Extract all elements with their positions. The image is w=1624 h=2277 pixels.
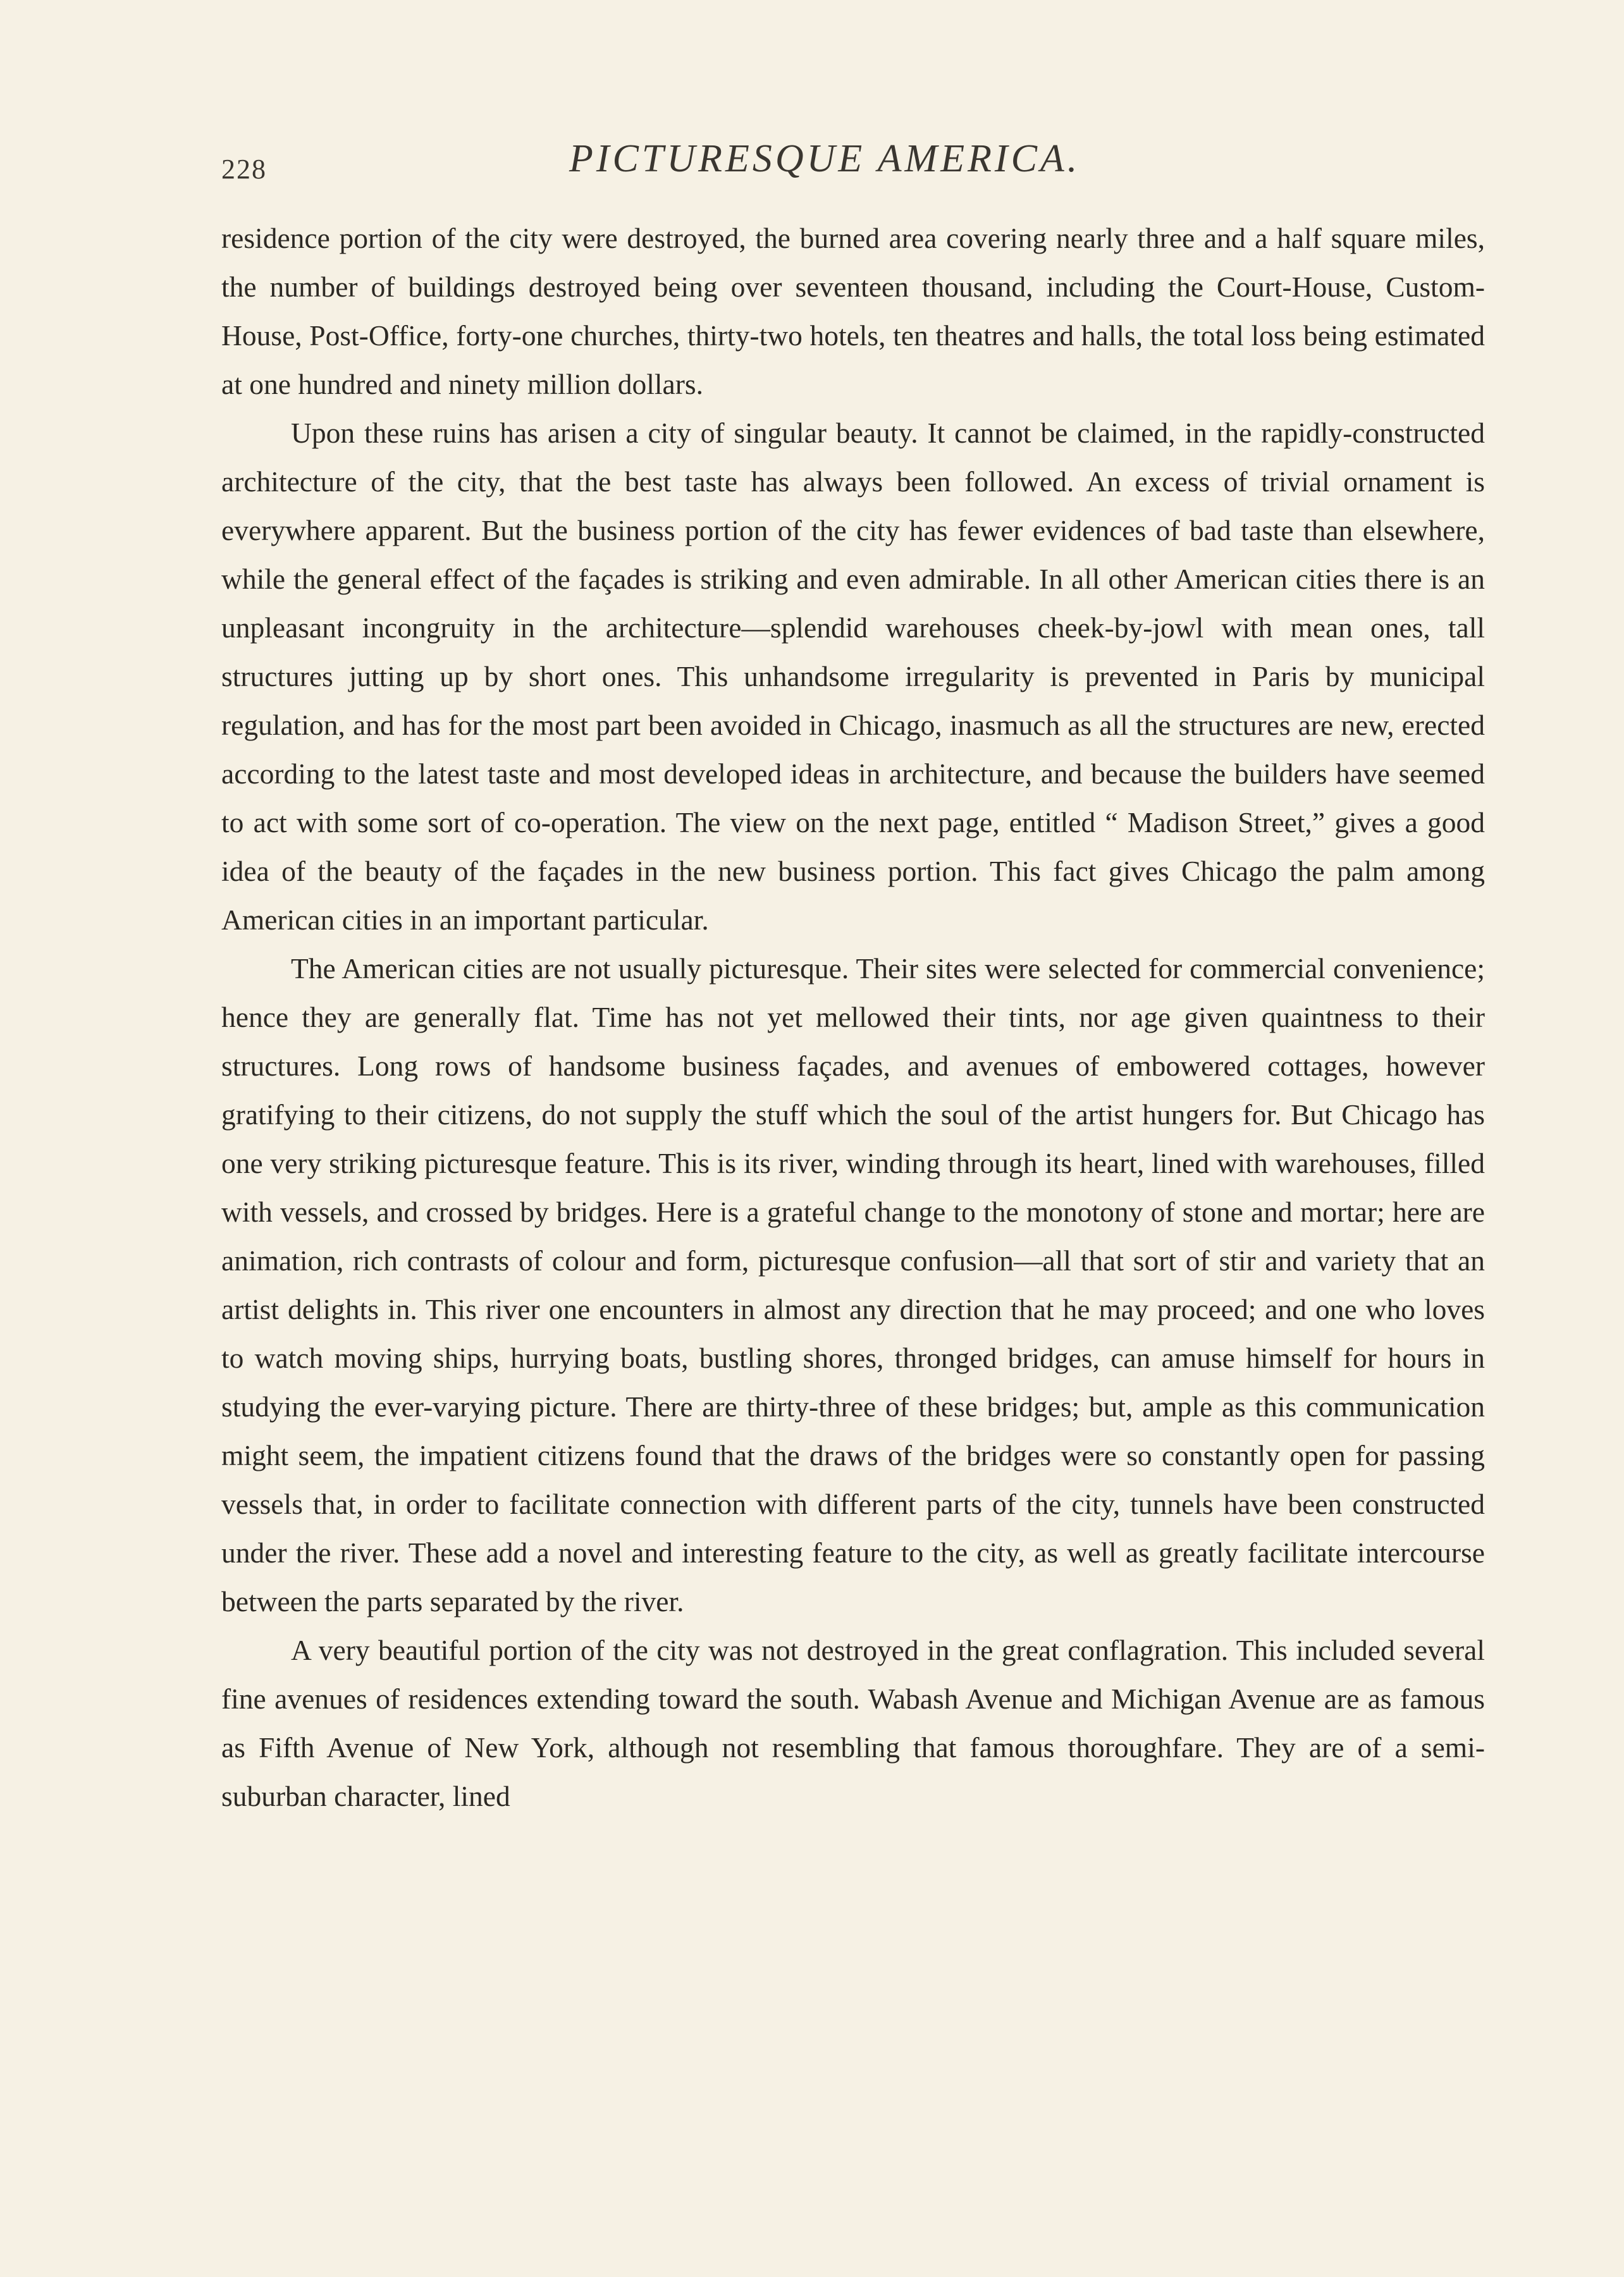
running-title: PICTURESQUE AMERICA. <box>569 137 1081 180</box>
paragraph-1: residence portion of the city were destroyed, the burned area covering nearly three and a half square miles, the number of buildings destroyed being over seventeen thousand, including the Court-House, Custom-House, Post-Office, forty-one churches, thirty-two hotels, ten theatres and halls, the total loss being estimated at one hundred and ninety million dollars. <box>221 222 1485 400</box>
body-text <box>221 214 1485 1820</box>
paragraph-4: A very beautiful portion of the city was not destroyed in the great conflagration. This included several fine avenues of residences extending toward the south. Wabash Avenue and Michigan Avenue are as famous as Fifth Avenue of New York, although not resembling that famous thoroughfare. They are of a semi-suburban character, lined <box>221 1634 1485 1812</box>
paragraph-3: The American cities are not usually picturesque. Their sites were selected for commercial convenience; hence they are generally flat. Time has not yet mellowed their tints, nor age given quaintness to their structures. Long rows of handsome business façades, and avenues of embowered cottages, however gratifying to their citizens, do not supply the stuff which the soul of the artist hungers for. But Chicago has one very striking picturesque feature. This is its river, winding through its heart, lined with warehouses, filled with vessels, and crossed by bridges. Here is a grateful change to the monotony of stone and mortar; here are animation, rich contrasts of colour and form, picturesque confusion—all that sort of stir and variety that an artist delights in. This river one encounters in almost any direction that he may proceed; and one who loves to watch moving ships, hurrying boats, bustling shores, thronged bridges, can amuse himself for hours in studying the ever-varying picture. There are thirty-three of these bridges; but, ample as this communication might seem, the impatient citizens found that the draws of the bridges were so constantly open for passing vessels that, in order to facilitate connection with different parts of the city, tunnels have been constructed under the river. These add a novel and interesting feature to the city, as well as greatly facilitate intercourse between the parts separated by the river. <box>221 952 1485 1617</box>
page-number: 228 <box>221 154 267 185</box>
paragraph-2: Upon these ruins has arisen a city of singular beauty. It cannot be claimed, in the rapidly-constructed architecture of the city, that the best taste has always been followed. An excess of trivial ornament is everywhere apparent. But the business portion of the city has fewer evidences of bad taste than elsewhere, while the general effect of the façades is striking and even admirable. In all other American cities there is an unpleasant incongruity in the architecture—splendid warehouses cheek-by-jowl with mean ones, tall structures jutting up by short ones. This unhandsome irregularity is prevented in Paris by municipal regulation, and has for the most part been avoided in Chicago, inasmuch as all the structures are new, erected according to the latest taste and most developed ideas in architecture, and because the builders have seemed to act with some sort of co-operation. The view on the next page, entitled “ Madison Street,” gives a good idea of the beauty of the façades in the new business portion. This fact gives Chicago the palm among American cities in an important particular. <box>221 417 1485 936</box>
